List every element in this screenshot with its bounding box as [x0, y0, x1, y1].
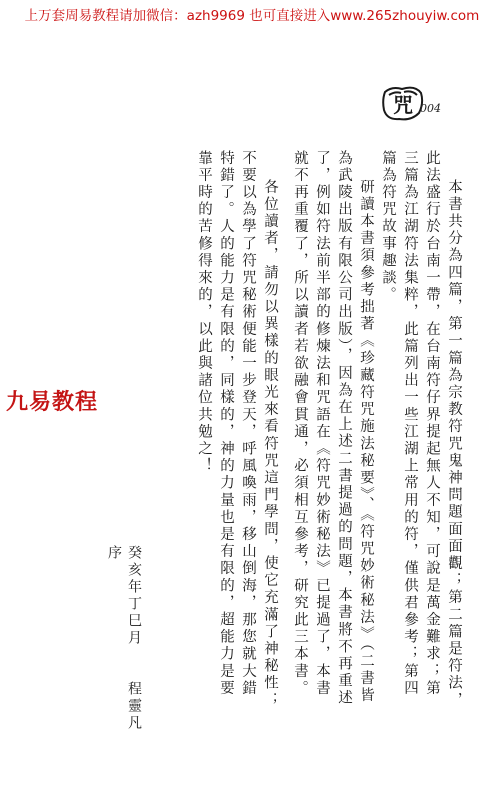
signature-date: 癸亥年丁巳月: [126, 545, 142, 647]
seal-stamp: [382, 84, 424, 122]
page-number: 004: [420, 102, 441, 115]
seal-glyph: 咒: [393, 93, 413, 117]
watermark-label: 九易教程: [6, 390, 99, 415]
paragraph-3: 各位讀者，請勿以異樣的眼光來看符咒這門學問，使它充滿了神秘性；不要以為學了符咒秘術便能一步登天，呼風喚雨，移山倒海，那您就大錯特錯了。人的能力是有限的，同樣的，神的力量也是有限的，超能力是要靠平時的苦修得來的，以此與諸位共勉之！: [196, 150, 278, 710]
paragraph-2: 研讀本書須參考拙著《珍藏符咒施法秘要》、《符咒妙術秘法》（二書皆為武陵出版有限公司出版），因為在上述二書提過的問題，本書將不再重述了，例如符法前半部的修煉法和咒語在《符咒妙術秘法》已提過了，本書就不再重覆了，所以讀者若欲融會貫通，必須相互參考，研究此三本書。: [292, 150, 374, 708]
preface-body: [155, 150, 465, 710]
promo-banner: 上万套周易教程请加微信：azh9969 也可直接进入www.265zhouyiw.com: [24, 8, 480, 24]
signature-block: [104, 545, 144, 745]
paragraph-1: 本書共分為四篇，第一篇為宗教符咒鬼神問題面面觀；第二篇是符法，此法盛行於台南一帶，在台南符仔界提起無人不知，可說是萬金難求；第三篇為江湖符法集粹，此篇列出一些江湖上常用的符，僅供君參考；第四篇為符咒故事趣談。: [380, 150, 462, 710]
signature-author: 程靈凡序: [106, 545, 142, 732]
